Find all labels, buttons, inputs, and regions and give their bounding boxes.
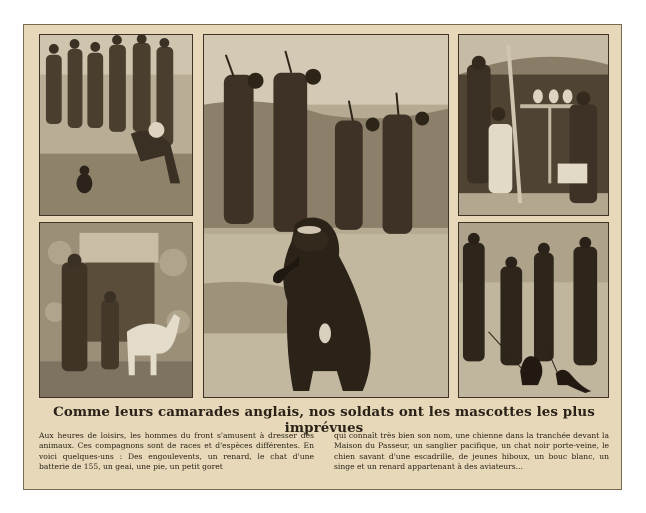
article-body <box>39 431 609 473</box>
article-body-left-column: Aux heures de loisirs, les hommes du front s'amusent à dresser des animaux. Ces compagnons sont de races et d'espèces différentes. En voici quelques-uns : Des engoulevents, un renard, le chat d'une batterie de 155, un geai, une pie, un petit goret <box>39 431 314 472</box>
photo-soldiers-with-small-animal <box>39 34 193 216</box>
magazine-page <box>23 24 622 490</box>
article-body-right-column: qui connaît très bien son nom, une chienne dans la tranchée devant la Maison du Passeur, un sanglier pacifique, un chat noir porte-veine, le chien savant d'une escadrille, de jeunes hiboux, un bouc blanc, un singe et un renard appartenant à des aviateurs... <box>334 431 609 472</box>
photo-soldiers-with-owls <box>458 34 609 216</box>
caption-area <box>39 403 609 487</box>
article-title: Comme leurs camarades anglais, nos soldats ont les mascottes les plus imprévues <box>39 404 609 436</box>
photo-soldiers-with-dog-and-cat <box>458 222 609 398</box>
photo-officer-with-goat <box>39 222 193 398</box>
photo-dog-with-pipe-and-marching-soldiers <box>203 34 449 398</box>
